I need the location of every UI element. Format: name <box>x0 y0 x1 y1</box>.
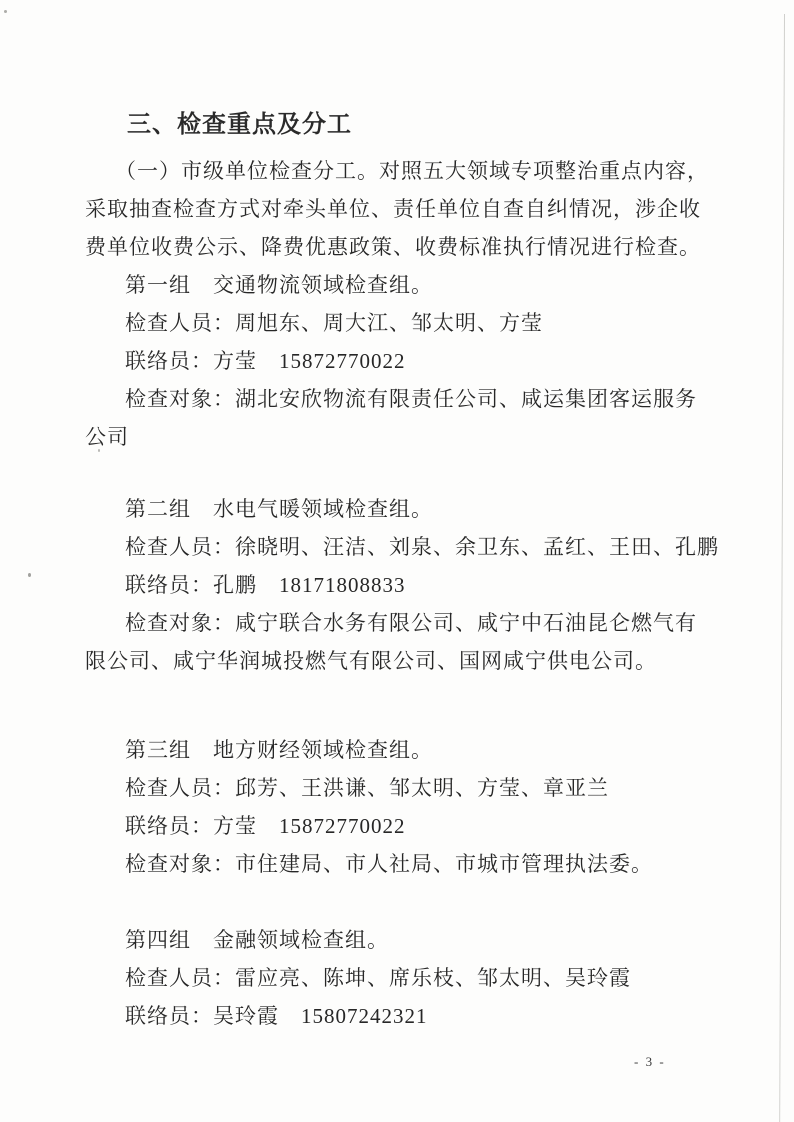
group-4-name: 第四组 金融领域检查组。 <box>125 928 389 952</box>
scan-edge-artifact <box>779 14 785 1122</box>
page-number: - 3 - <box>634 1054 666 1069</box>
inspection-group-1 <box>85 266 725 456</box>
group-2-liaison: 联络员：孔鹏 18171808833 <box>125 573 406 597</box>
group-2-inspectors: 检查人员：徐晓明、汪洁、刘泉、余卫东、孟红、王田、孔鹏 <box>125 535 719 559</box>
group-1-inspectors: 检查人员：周旭东、周大江、邹太明、方莹 <box>125 311 543 335</box>
group-3-targets: 检查对象：市住建局、市人社局、市城市管理执法委。 <box>125 852 653 876</box>
group-2-targets: 检查对象：咸宁联合水务有限公司、咸宁中石油昆仑燃气有 <box>125 611 697 635</box>
group-1-name: 第一组 交通物流领域检查组。 <box>125 273 433 297</box>
group-2-targets-cont: 限公司、咸宁华润城投燃气有限公司、国网咸宁供电公司。 <box>85 649 657 673</box>
section-heading: 三、检查重点及分工 <box>127 111 352 138</box>
group-4-inspectors: 检查人员：雷应亮、陈坤、席乐枝、邹太明、吴玲霞 <box>125 966 631 990</box>
document-content <box>85 106 725 1035</box>
group-1-liaison: 联络员：方莹 15872770022 <box>125 349 406 373</box>
intro-line: 采取抽查检查方式对牵头单位、责任单位自查自纠情况，涉企收 <box>85 197 701 221</box>
group-2-name: 第二组 水电气暖领域检查组。 <box>125 497 433 521</box>
group-4-liaison: 联络员：吴玲霞 15807242321 <box>125 1004 428 1028</box>
scan-speck <box>98 449 100 452</box>
intro-line: 费单位收费公示、降费优惠政策、收费标准执行情况进行检查。 <box>85 235 701 259</box>
group-1-targets-cont: 公司 <box>85 425 129 449</box>
inspection-group-4 <box>85 921 725 1035</box>
group-1-targets: 检查对象：湖北安欣物流有限责任公司、咸运集团客运服务 <box>125 387 697 411</box>
group-3-inspectors: 检查人员：邱芳、王洪谦、邹太明、方莹、章亚兰 <box>125 776 609 800</box>
inspection-group-3 <box>85 731 725 883</box>
scan-speck <box>28 573 31 577</box>
intro-line: （一）市级单位检查分工。对照五大领域专项整治重点内容， <box>115 159 709 183</box>
group-3-name: 第三组 地方财经领域检查组。 <box>125 738 433 762</box>
scan-speck <box>4 10 7 13</box>
inspection-group-2 <box>85 490 725 680</box>
group-3-liaison: 联络员：方莹 15872770022 <box>125 814 406 838</box>
intro-paragraph <box>85 152 725 266</box>
